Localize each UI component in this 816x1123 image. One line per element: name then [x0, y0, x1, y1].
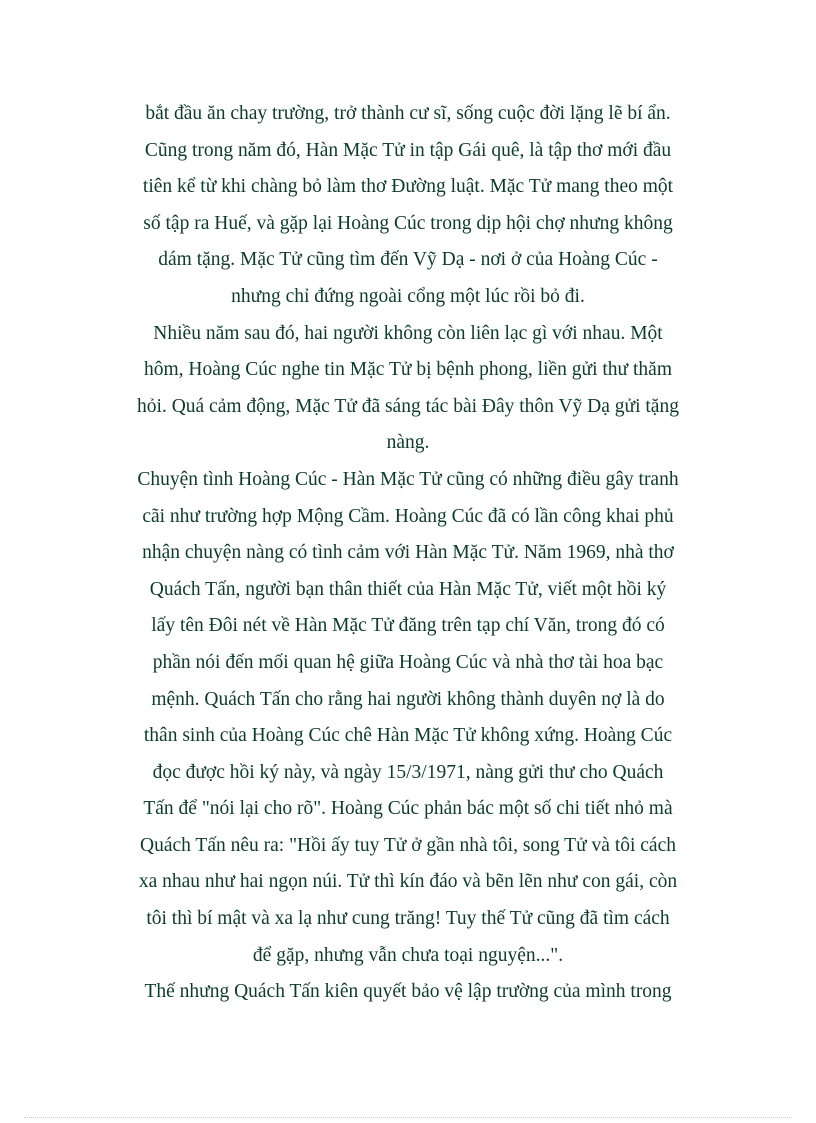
text-line: xa nhau như hai ngọn núi. Tử thì kín đáo và bẽn lẽn như con gái, còn — [138, 871, 678, 893]
text-line: lấy tên Đôi nét về Hàn Mặc Tử đăng trên tạp chí Văn, trong đó có — [151, 615, 665, 637]
text-line: tôi thì bí mật và xa lạ như cung trăng! Tuy thế Tử cũng đã tìm cách — [146, 908, 670, 930]
text-line: cãi như trường hợp Mộng Cầm. Hoàng Cúc đã có lần công khai phủ — [142, 505, 674, 527]
text-line: dám tặng. Mặc Tử cũng tìm đến Vỹ Dạ - nơi ở của Hoàng Cúc - — [158, 249, 658, 271]
text-line: hôm, Hoàng Cúc nghe tin Mặc Tử bị bệnh phong, liền gửi thư thăm — [144, 359, 672, 381]
text-line: Quách Tấn nêu ra: "Hồi ấy tuy Tử ở gần nhà tôi, song Tử và tôi cách — [140, 834, 676, 856]
text-line: bắt đầu ăn chay trường, trở thành cư sĩ, sống cuộc đời lặng lẽ bí ẩn. — [145, 103, 671, 124]
text-line: để gặp, nhưng vẫn chưa toại nguyện...". — [252, 944, 564, 966]
body-text — [112, 96, 704, 1011]
text-line: nhưng chỉ đứng ngoài cổng một lúc rồi bỏ đi. — [231, 285, 585, 307]
text-line: thân sinh của Hoàng Cúc chê Hàn Mặc Tử không xứng. Hoàng Cúc — [143, 725, 673, 747]
text-line: hỏi. Quá cảm động, Mặc Tử đã sáng tác bài Đây thôn Vỹ Dạ gửi tặng — [137, 395, 679, 417]
text-line: Quách Tấn, người bạn thân thiết của Hàn Mặc Tử, viết một hồi ký — [149, 578, 667, 600]
text-line: Nhiều năm sau đó, hai người không còn liên lạc gì với nhau. Một — [153, 322, 663, 344]
text-line: số tập ra Huế, và gặp lại Hoàng Cúc trong dịp hội chợ nhưng không — [143, 212, 673, 234]
text-line: nhận chuyện nàng có tình cảm với Hàn Mặc Tử. Năm 1969, nhà thơ — [142, 542, 674, 564]
text-line: Chuyện tình Hoàng Cúc - Hàn Mặc Tử cũng có những điều gây tranh — [137, 468, 679, 490]
text-line: nàng. — [386, 432, 430, 454]
text-line: Cũng trong năm đó, Hàn Mặc Tử in tập Gái quê, là tập thơ mới đầu — [144, 139, 672, 161]
page-bottom-divider — [24, 1117, 792, 1118]
text-line: tiên kể từ khi chàng bỏ làm thơ Đường luật. Mặc Tử mang theo một — [142, 176, 674, 198]
text-line: Thế nhưng Quách Tấn kiên quyết bảo vệ lập trường của mình trong — [144, 981, 672, 1003]
text-line: Tấn để "nói lại cho rõ". Hoàng Cúc phản bác một số chi tiết nhỏ mà — [143, 798, 673, 820]
text-line: đọc được hồi ký này, và ngày 15/3/1971, nàng gửi thư cho Quách — [152, 761, 664, 783]
text-line: phần nói đến mối quan hệ giữa Hoàng Cúc và nhà thơ tài hoa bạc — [152, 651, 664, 673]
text-line: mệnh. Quách Tấn cho rằng hai người không thành duyên nợ là do — [151, 688, 665, 710]
